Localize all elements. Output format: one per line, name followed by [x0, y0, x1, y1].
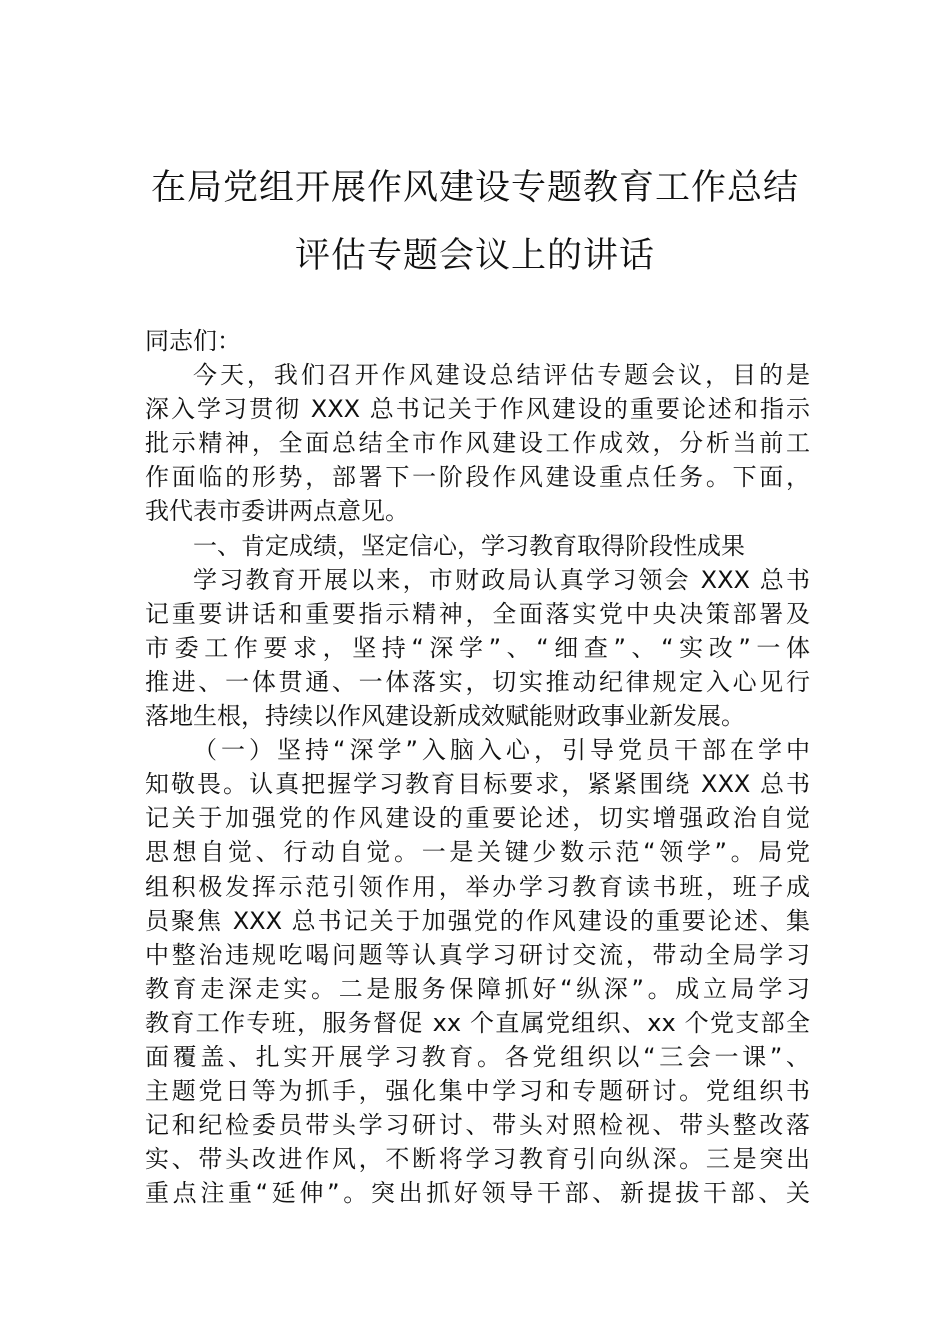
paragraph-line: 组积极发挥示范引领作用，举办学习教育读书班，班子成 — [145, 872, 810, 901]
paragraph-line: 主题党日等为抓手，强化集中学习和专题研讨。党组织书 — [145, 1077, 810, 1106]
paragraph-line: 推进、一体贯通、一体落实，切实推动纪律规定入心见行 — [145, 667, 810, 696]
paragraph-line: 批示精神，全面总结全市作风建设工作成效，分析当前工 — [145, 429, 810, 458]
paragraph-line: 作面临的形势，部署下一阶段作风建设重点任务。下面， — [145, 463, 810, 492]
paragraph-line: 记重要讲话和重要指示精神，全面落实党中央决策部署及 — [145, 599, 810, 628]
paragraph-line: 记关于加强党的作风建设的重要论述，切实增强政治自觉 — [145, 804, 810, 833]
paragraph-line: 实、带头改进作风，不断将学习教育引向纵深。三是突出 — [145, 1145, 810, 1174]
paragraph-line: 知敬畏。认真把握学习教育目标要求，紧紧围绕 XXX 总书 — [145, 770, 810, 799]
paragraph-line: 教育工作专班，服务督促 xx 个直属党组织、xx 个党支部全 — [145, 1008, 810, 1037]
document-body — [145, 324, 810, 1210]
paragraph-line: 深入学习贯彻 XXX 总书记关于作风建设的重要论述和指示 — [145, 395, 810, 424]
paragraph-line: 落地生根，持续以作风建设新成效赋能财政事业新发展。 — [145, 702, 745, 731]
paragraph-line: 我代表市委讲两点意见。 — [145, 497, 409, 526]
paragraph-line: 记和纪检委员带头学习研讨、带头对照检视、带头整改落 — [145, 1111, 810, 1140]
paragraph-line: 思想自觉、行动自觉。一是关键少数示范“领学”。局党 — [145, 838, 810, 867]
paragraph-line: 今天，我们召开作风建设总结评估专题会议，目的是 — [193, 361, 810, 390]
paragraph-line: 员聚焦 XXX 总书记关于加强党的作风建设的重要论述、集 — [145, 906, 810, 935]
paragraph-line: 重点注重“延伸”。突出抓好领导干部、新提拔干部、关 — [145, 1179, 810, 1208]
document-title-line-1: 在局党组开展作风建设专题教育工作总结 — [150, 168, 799, 208]
paragraph-line: 市委工作要求，坚持“深学”、“细查”、“实改”一体 — [145, 633, 810, 662]
paragraph-line: 学习教育开展以来，市财政局认真学习领会 XXX 总书 — [193, 565, 810, 594]
salutation: 同志们： — [145, 327, 241, 355]
subsection-heading-line: （一）坚持“深学”入脑入心，引导党员干部在学中 — [193, 736, 810, 765]
section-heading: 一、肯定成绩，坚定信心，学习教育取得阶段性成果 — [193, 531, 745, 560]
paragraph-line: 中整治违规吃喝问题等认真学习研讨交流，带动全局学习 — [145, 940, 810, 969]
document-title-line-2: 评估专题会议上的讲话 — [294, 236, 655, 276]
paragraph-line: 面覆盖、扎实开展学习教育。各党组织以“三会一课”、 — [145, 1042, 810, 1071]
paragraph-line: 教育走深走实。二是服务保障抓好“纵深”。成立局学习 — [145, 974, 810, 1003]
